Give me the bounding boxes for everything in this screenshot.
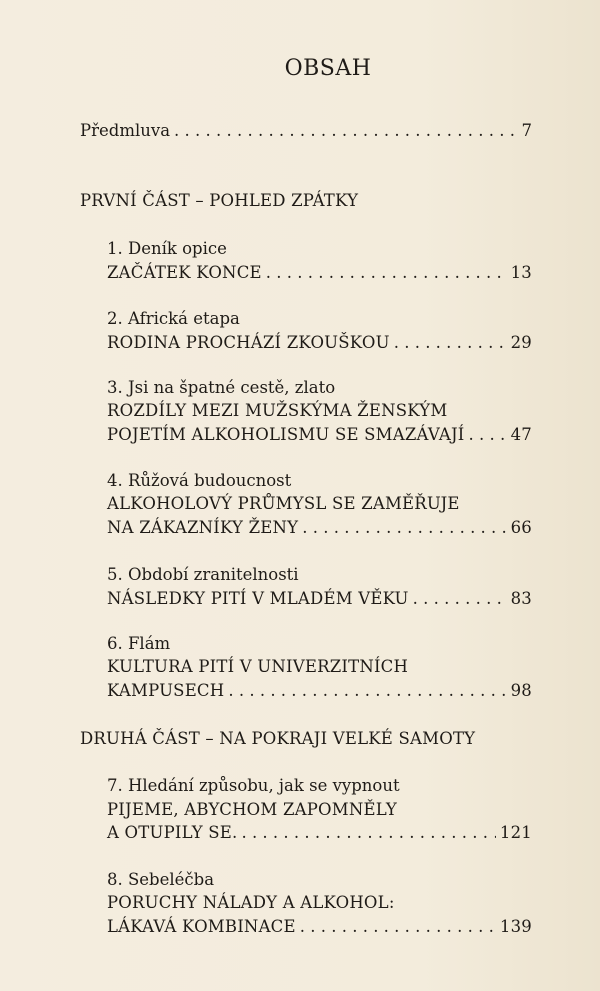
chapter-title: 6. Flám [107,634,171,653]
chapter-subtitle: ROZDÍLY MEZI MUŽSKÝMA ŽENSKÝM [107,401,448,420]
toc-page-number: 13 [510,263,532,282]
toc-page-number: 7 [521,121,532,140]
leader-dots [228,681,506,700]
chapter-subtitle: KULTURA PITÍ V UNIVERZITNÍCH [107,657,409,676]
leader-dots [468,425,506,444]
toc-page-number: 66 [510,518,532,537]
chapter-title: 4. Růžová budoucnost [107,471,292,490]
leader-dots [241,823,495,842]
toc-entry-chapter-6[interactable] [107,681,532,700]
toc-page-number: 83 [510,589,532,608]
chapter-title: 3. Jsi na špatné cestě, zlato [107,378,336,397]
leader-dots [300,917,496,936]
toc-entry-chapter-5[interactable] [107,589,532,608]
chapter-subtitle: NÁSLEDKY PITÍ V MLADÉM VĚKU [107,589,409,608]
chapter-title: 5. Období zranitelnosti [107,565,299,584]
toc-page-number: 121 [499,823,532,842]
chapter-subtitle: A OTUPILY SE. [107,823,238,842]
toc-entry-preface[interactable] [80,121,532,140]
leader-dots [394,333,507,352]
chapter-title: 7. Hledání způsobu, jak se vypnout [107,776,400,795]
chapter-subtitle: KAMPUSECH [107,681,225,700]
toc-entry-chapter-7[interactable] [107,823,532,842]
part-heading: DRUHÁ ČÁST – NA POKRAJI VELKÉ SAMOTY [80,729,476,748]
toc-entry-chapter-2[interactable] [107,333,532,352]
leader-dots [266,263,507,282]
part-heading: PRVNÍ ČÁST – POHLED ZPÁTKY [80,191,359,210]
toc-entry-chapter-4[interactable] [107,518,532,537]
chapter-subtitle: LÁKAVÁ KOMBINACE [107,917,296,936]
chapter-subtitle: ZAČÁTEK KONCE [107,263,262,282]
chapter-title: 1. Deník opice [107,239,227,258]
page-title: OBSAH [284,56,372,81]
toc-entry-chapter-1[interactable] [107,263,532,282]
leader-dots [413,589,507,608]
chapter-title: 8. Sebeléčba [107,870,215,889]
leader-dots [174,121,517,140]
toc-page-number: 139 [499,917,532,936]
toc-entry-label: Předmluva [80,121,171,140]
chapter-subtitle: NA ZÁKAZNÍKY ŽENY [107,518,299,537]
toc-page-number: 47 [510,425,532,444]
chapter-subtitle: ALKOHOLOVÝ PRŮMYSL SE ZAMĚŘUJE [107,494,460,513]
toc-entry-chapter-3[interactable] [107,425,532,444]
chapter-title: 2. Africká etapa [107,309,240,328]
toc-entry-chapter-8[interactable] [107,917,532,936]
chapter-subtitle: PIJEME, ABYCHOM ZAPOMNĚLY [107,800,397,819]
chapter-subtitle: POJETÍM ALKOHOLISMU SE SMAZÁVAJÍ [107,425,465,444]
chapter-subtitle: RODINA PROCHÁZÍ ZKOUŠKOU [107,333,390,352]
toc-page-number: 98 [510,681,532,700]
leader-dots [302,518,506,537]
chapter-subtitle: PORUCHY NÁLADY A ALKOHOL: [107,893,395,912]
toc-page-number: 29 [510,333,532,352]
